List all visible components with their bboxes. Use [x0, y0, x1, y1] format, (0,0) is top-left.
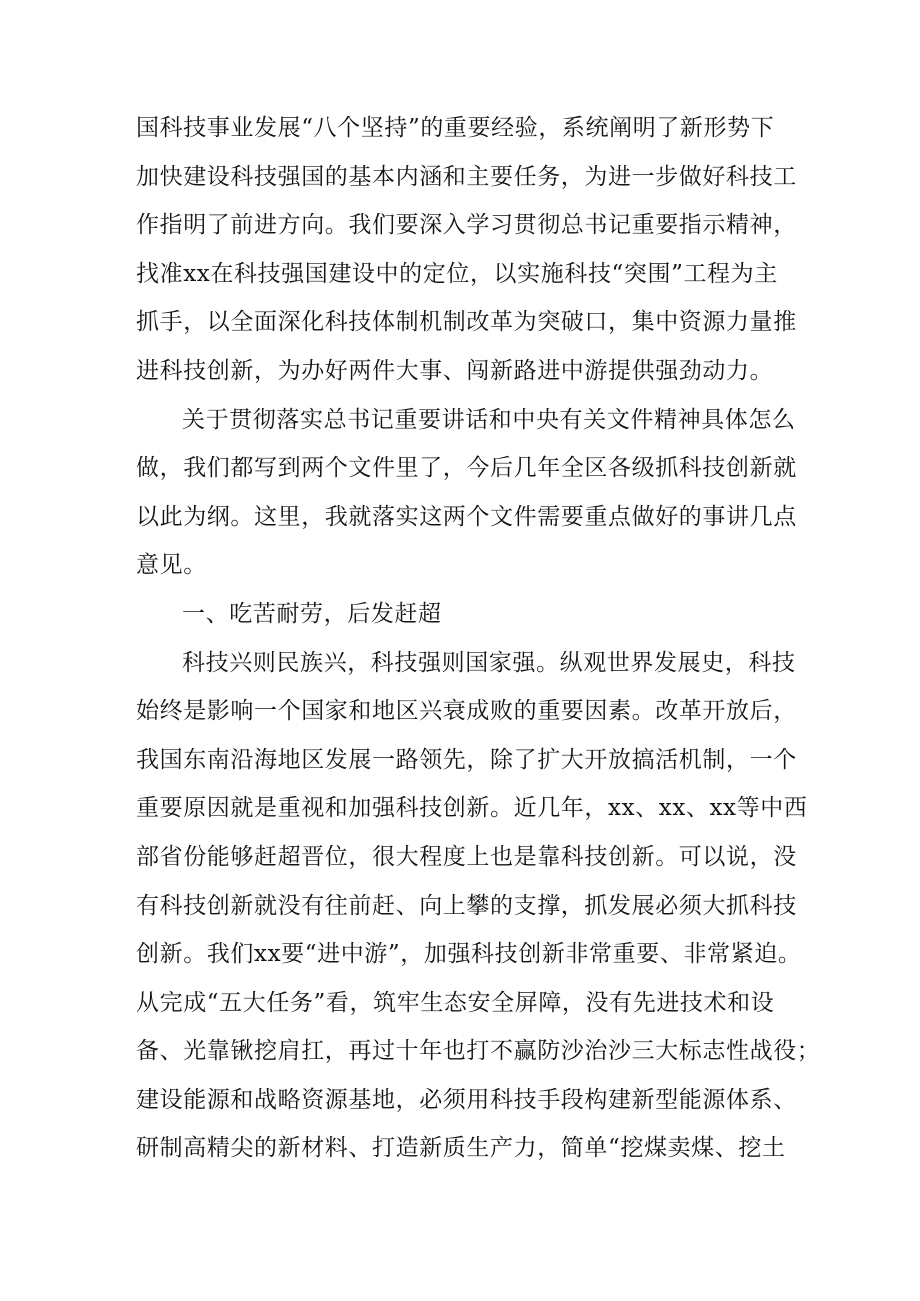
text-line: 作指明了前进方向。我们要深入学习贯彻总书记重要指示精神， — [136, 212, 797, 239]
text-line: 研制高精尖的新材料、打造新质生产力，简单“挖煤卖煤、挖土 — [136, 1135, 786, 1162]
paragraph-start-line: 科技兴则民族兴，科技强则国家强。纵观世界发展史，科技 — [182, 649, 796, 676]
text-line: 抓手，以全面深化科技体制机制改革为突破口，集中资源力量推 — [136, 309, 797, 336]
paragraph-start-line: 关于贯彻落实总书记重要讲话和中央有关文件精神具体怎么 — [182, 406, 796, 433]
text-line: 有科技创新就没有往前赶、向上攀的支撑，抓发展必须大抓科技 — [136, 892, 797, 919]
text-line: 创新。我们xx要“进中游”，加强科技创新非常重要、非常紧迫。 — [136, 941, 802, 968]
text-line: 国科技事业发展“八个坚持”的重要经验，系统阐明了新形势下 — [136, 115, 775, 141]
text-line: 进科技创新，为办好两件大事、闯新路进中游提供强劲动力。 — [136, 357, 774, 384]
text-line: 始终是影响一个国家和地区兴衰成败的重要因素。改革开放后， — [136, 698, 797, 725]
text-line: 我国东南沿海地区发展一路领先，除了扩大开放搞活机制，一个 — [136, 746, 797, 773]
text-line: 做，我们都写到两个文件里了，今后几年全区各级抓科技创新就 — [136, 455, 797, 482]
text-line: 备、光靠锹挖肩扛，再过十年也打不赢防沙治沙三大标志性战役； — [136, 1038, 821, 1065]
document-body — [136, 104, 821, 1173]
text-line: 重要原因就是重视和加强科技创新。近几年，xx、xx、xx等中西 — [136, 795, 808, 822]
text-line: 加快建设科技强国的基本内涵和主要任务，为进一步做好科技工 — [136, 163, 797, 190]
text-line: 意见。 — [136, 552, 207, 579]
section-heading: 一、吃苦耐劳，后发赶超 — [182, 600, 442, 627]
text-line: 以此为纲。这里，我就落实这两个文件需要重点做好的事讲几点 — [136, 503, 797, 530]
text-line: 从完成“五大任务”看，筑牢生态安全屏障，没有先进技术和设 — [136, 989, 775, 1016]
text-line: 建设能源和战略资源基地，必须用科技手段构建新型能源体系、 — [136, 1086, 797, 1113]
text-line: 找准xx在科技强国建设中的定位，以实施科技“突围”工程为主 — [136, 260, 778, 287]
text-line: 部省份能够赶超晋位，很大程度上也是靠科技创新。可以说，没 — [136, 843, 797, 870]
